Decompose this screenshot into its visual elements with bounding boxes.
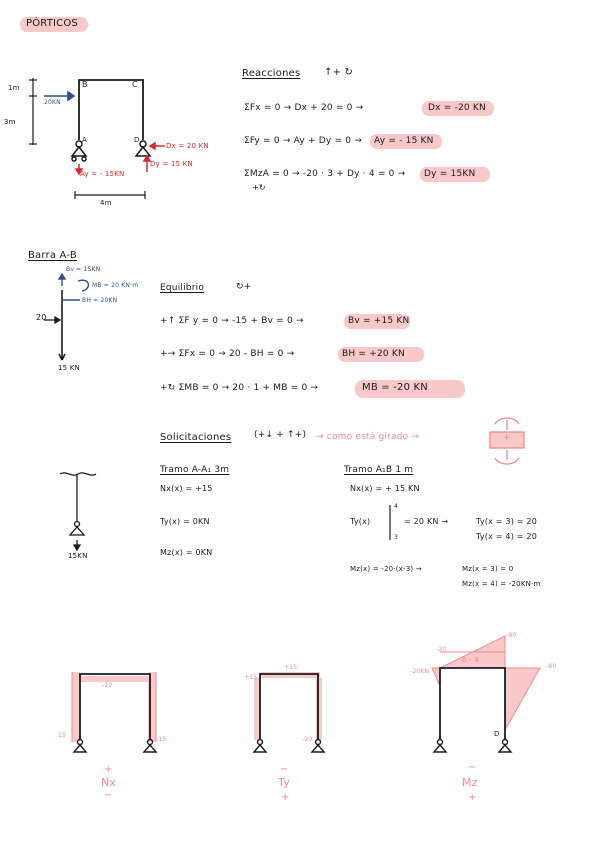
tramo2-nx: Nx(x) = + 15 KN bbox=[350, 484, 420, 493]
portico-frame bbox=[79, 80, 143, 140]
tramo1-sketch bbox=[60, 473, 96, 550]
mz-sign-top: − bbox=[468, 762, 477, 773]
reaction-ay: Ay = - 15KN bbox=[80, 170, 125, 178]
dim-width: 4m bbox=[100, 199, 112, 207]
reac-eq3-sign: +↻ bbox=[252, 183, 266, 192]
barra-title: Barra A-B bbox=[28, 250, 77, 261]
tramo1-load: 15KN bbox=[68, 552, 88, 560]
reac-eq2: ΣFy = 0 → Ay + Dy = 0 → bbox=[244, 136, 362, 146]
eq-fx-result: BH = +20 KN bbox=[342, 349, 405, 359]
nx-left-value: 15 bbox=[58, 732, 67, 739]
equilibrio-sign: ↻+ bbox=[236, 282, 252, 292]
page-title: PÓRTICOS bbox=[26, 18, 78, 29]
ty-left-value: +15 bbox=[244, 674, 258, 681]
tramo2-title: Tramo A₁B 1 m bbox=[344, 465, 414, 475]
tramo2-mz-r1: Mz(x = 3) = 0 bbox=[462, 565, 514, 573]
reaction-dy: Dy = 15 KN bbox=[150, 160, 193, 168]
node-d: D bbox=[134, 136, 140, 144]
tramo2-ty-label: Ty(x) bbox=[350, 517, 371, 526]
reac-eq3-result: Dy = 15KN bbox=[424, 169, 476, 179]
ty-right-value: -20 bbox=[302, 736, 313, 743]
barra-bottom: 15 KN bbox=[58, 364, 80, 372]
eq-fx: +→ ΣFx = 0 → 20 - BH = 0 → bbox=[160, 349, 295, 359]
ty-sign-top: − bbox=[280, 764, 289, 775]
dim-side: 3m bbox=[4, 118, 16, 126]
ty-label: Ty bbox=[278, 776, 290, 789]
reacciones-title: Reacciones bbox=[242, 68, 301, 79]
eq-fy: +↑ ΣF y = 0 → -15 + Bv = 0 → bbox=[160, 316, 304, 326]
equilibrio-title: Equilibrio bbox=[160, 283, 205, 293]
mz-mid-value: 6 - 4 bbox=[462, 656, 479, 664]
tramo2-range-bot: 3 bbox=[394, 534, 399, 541]
barra-bv: Bv = 15KN bbox=[66, 266, 101, 273]
eq-mb: +↻ ΣMB = 0 → 20 · 1 + MB = 0 → bbox=[160, 383, 319, 393]
ty-sign-bot: + bbox=[281, 792, 290, 803]
node-a: A bbox=[82, 136, 87, 144]
mz-node-d: D bbox=[494, 730, 500, 738]
tramo2-mz-r2: Mz(x = 4) = -20KN·m bbox=[462, 580, 541, 588]
sign-box-plus: + bbox=[503, 433, 511, 443]
diagram-ty bbox=[254, 672, 324, 752]
solicitaciones-title: Solicitaciones bbox=[160, 432, 232, 443]
tramo2-ty-r1: Ty(x = 3) = 20 bbox=[476, 517, 537, 526]
ty-top-value: +15 bbox=[284, 664, 298, 671]
reac-eq2-result: Ay = - 15 KN bbox=[374, 136, 434, 146]
tramo2-mz: Mz(x) = -20·(x-3) → bbox=[350, 565, 422, 573]
tramo1-nx: Nx(x) = +15 bbox=[160, 484, 213, 493]
mz-sign-bot: + bbox=[468, 792, 477, 803]
load-label: 20KN bbox=[44, 99, 61, 106]
solicitaciones-note: → como está girado → bbox=[316, 432, 420, 442]
tramo2-ty-r2: Ty(x = 4) = 20 bbox=[476, 532, 537, 541]
barra-bh: BH = 20KN bbox=[82, 297, 118, 304]
solicitaciones-sign: (+↓ + ↑+) bbox=[254, 430, 307, 440]
dim-top: 1m bbox=[8, 84, 20, 92]
node-c: C bbox=[132, 80, 138, 89]
tramo2-range-top: 4 bbox=[394, 503, 399, 510]
nx-sign-bot: − bbox=[104, 790, 113, 801]
nx-label: Nx bbox=[101, 776, 117, 789]
diagram-nx bbox=[72, 672, 156, 752]
tramo1-ty: Ty(x) = 0KN bbox=[160, 517, 210, 526]
eq-fy-result: Bv = +15 KN bbox=[348, 316, 410, 326]
reac-eq1: ΣFx = 0 → Dx + 20 = 0 → bbox=[244, 103, 364, 113]
nx-sign-top: + bbox=[104, 764, 113, 775]
reacciones-sign: ↑+ ↻ bbox=[324, 67, 354, 78]
node-b: B bbox=[82, 80, 88, 89]
mz-label: Mz bbox=[462, 776, 478, 789]
support-a bbox=[72, 141, 86, 161]
tramo1-mz: Mz(x) = 0KN bbox=[160, 548, 213, 557]
mz-tl-value: -20 bbox=[436, 646, 447, 653]
mz-tr-value: -80 bbox=[506, 632, 517, 639]
barra-mb: MB = 20 KN·m bbox=[92, 282, 139, 289]
reac-eq3: ΣMzA = 0 → -20 · 3 + Dy · 4 = 0 → bbox=[244, 169, 406, 179]
tramo2-ty-value: = 20 KN → bbox=[404, 517, 449, 526]
mz-right-value: -80 bbox=[546, 663, 557, 670]
reac-eq1-result: Dx = -20 KN bbox=[428, 103, 486, 113]
eq-mb-result: MB = -20 KN bbox=[362, 382, 428, 393]
diagram-mz bbox=[432, 636, 540, 752]
reaction-dx: Dx = 20 KN bbox=[166, 142, 209, 150]
tramo1-title: Tramo A-A₁ 3m bbox=[160, 465, 230, 475]
barra-load: 20 bbox=[36, 313, 47, 322]
mz-left-value: -20KN bbox=[410, 668, 430, 675]
nx-top-value: -20 bbox=[102, 682, 113, 689]
nx-right-value: -15 bbox=[156, 736, 167, 743]
